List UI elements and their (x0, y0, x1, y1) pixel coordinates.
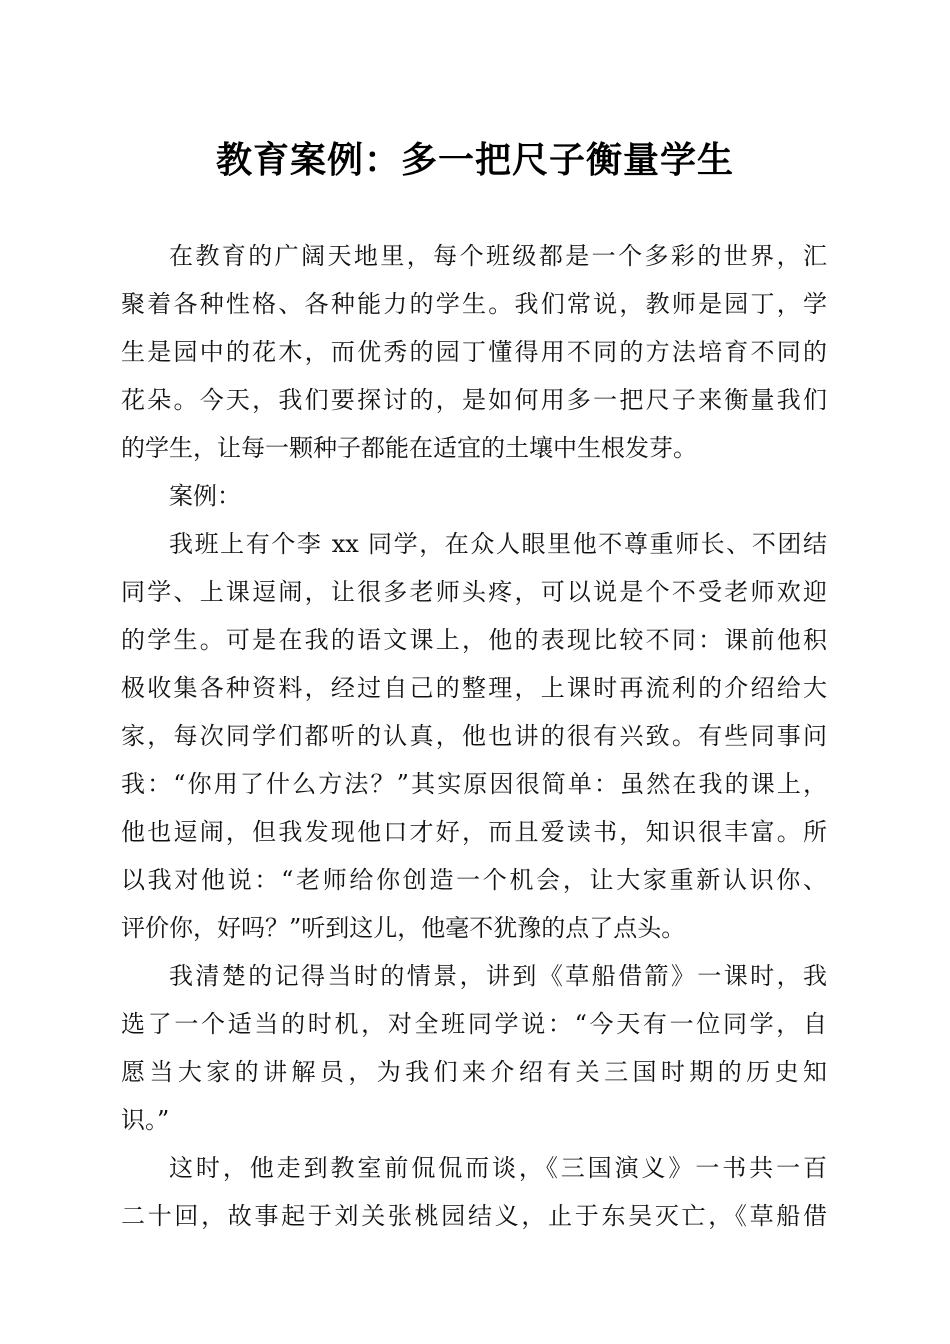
text-line: 评价你，好吗？”听到这儿，他毫不犹豫的点了点头。 (121, 914, 686, 942)
text-line: 同学、上课逗闹，让很多老师头疼，可以说是个不受老师欢迎 (121, 578, 827, 606)
text-line: 生是园中的花木，而优秀的园丁懂得用不同的方法培育不同的 (121, 338, 827, 366)
text-line: 的学生，让每一颗种子都能在适宜的土壤中生根发芽。 (121, 434, 697, 462)
text-line: 在教育的广阔天地里，每个班级都是一个多彩的世界，汇 (169, 242, 827, 270)
text-line: 我清楚的记得当时的情景，讲到《草船借箭》一课时，我 (169, 962, 827, 990)
text-line: 花朵。今天，我们要探讨的，是如何用多一把尺子来衡量我们 (121, 386, 827, 414)
text-line: 我：“你用了什么方法？”其实原因很简单：虽然在我的课上， (121, 770, 827, 798)
document-title: 教育案例：多一把尺子衡量学生 (215, 139, 734, 181)
text-line: 二十回，故事起于刘关张桃园结义，止于东吴灭亡，《草船借 (121, 1202, 827, 1230)
document-body (121, 232, 827, 1240)
text-line: 这时，他走到教室前侃侃而谈，《三国演义》一书共一百 (169, 1154, 827, 1182)
text-line: 我班上有个李 xx 同学，在众人眼里他不尊重师长、不团结 (169, 530, 827, 558)
text-line: 他也逗闹，但我发现他口才好，而且爱读书，知识很丰富。所 (121, 818, 827, 846)
text-line: 极收集各种资料，经过自己的整理，上课时再流利的介绍给大 (121, 674, 827, 702)
text-line: 家，每次同学们都听的认真，他也讲的很有兴致。有些同事问 (121, 722, 827, 750)
text-line: 识。” (121, 1106, 170, 1134)
text-line: 选了一个适当的时机，对全班同学说：“今天有一位同学，自 (121, 1010, 827, 1038)
text-line: 的学生。可是在我的语文课上，他的表现比较不同：课前他积 (121, 626, 827, 654)
text-line: 以我对他说：“老师给你创造一个机会，让大家重新认识你、 (121, 866, 827, 894)
text-line: 愿当大家的讲解员，为我们来介绍有关三国时期的历史知 (121, 1058, 827, 1086)
text-line: 聚着各种性格、各种能力的学生。我们常说，教师是园丁，学 (121, 290, 827, 318)
text-line: 案例： (169, 482, 241, 510)
